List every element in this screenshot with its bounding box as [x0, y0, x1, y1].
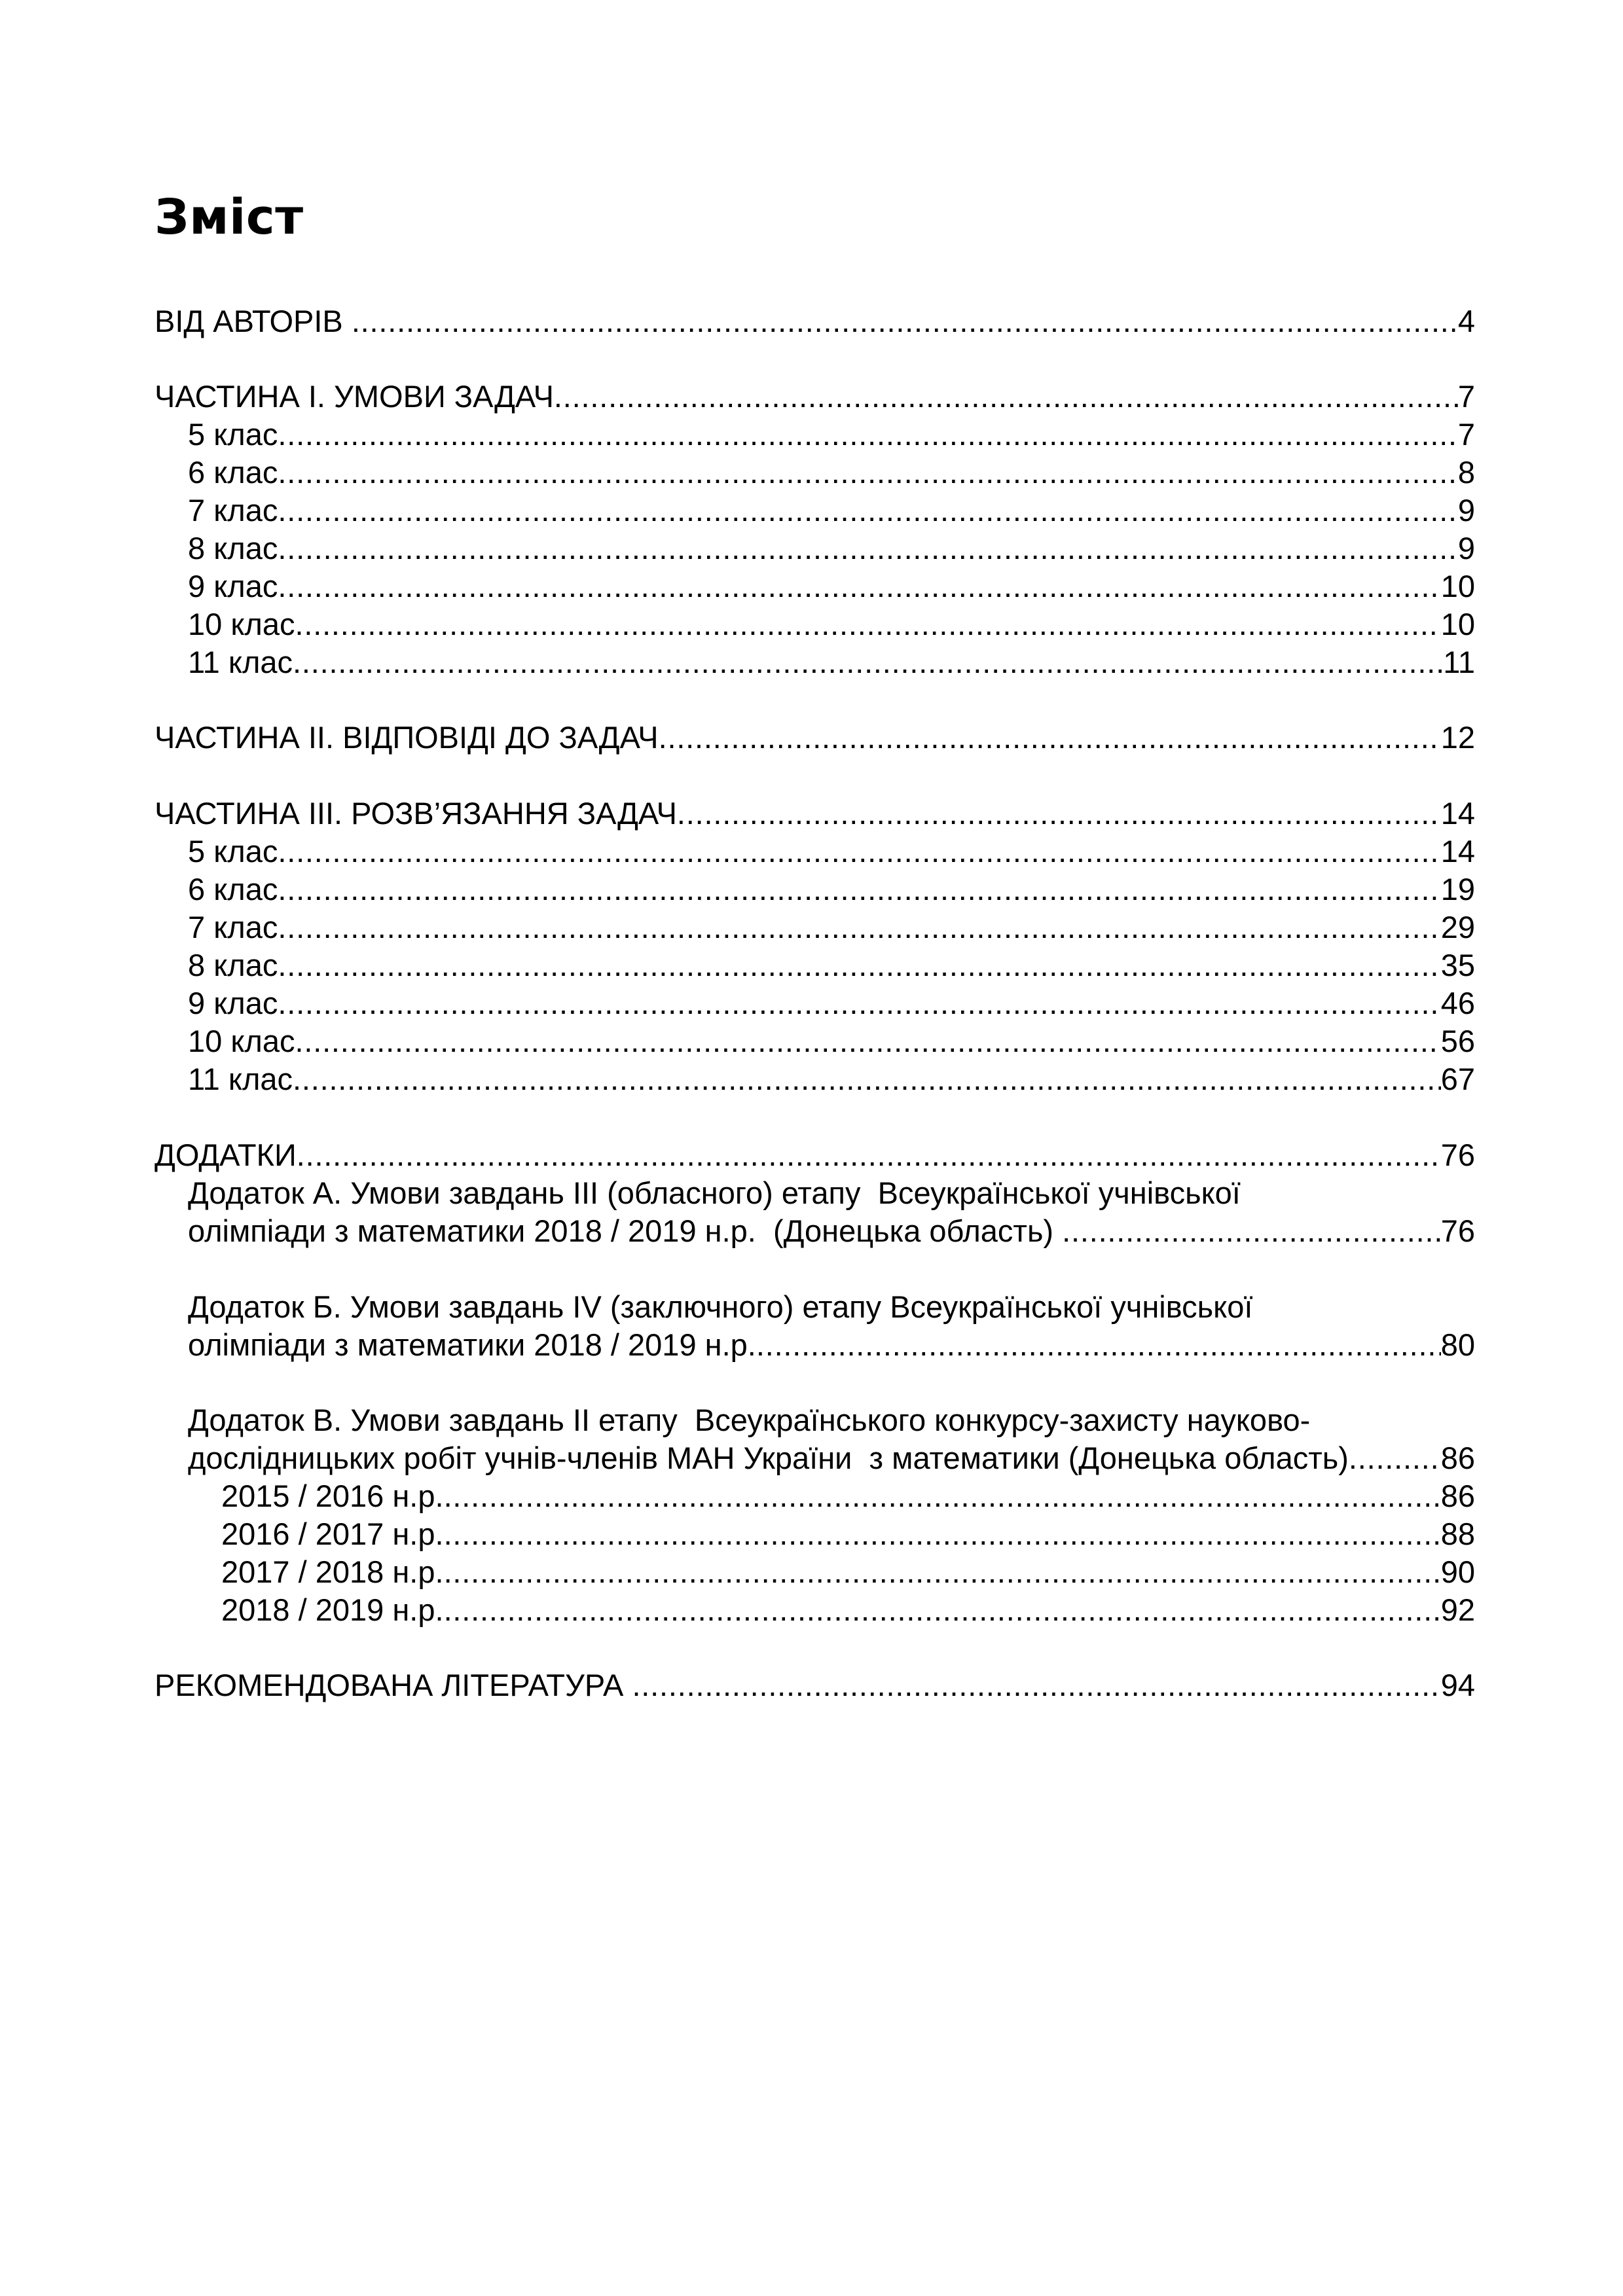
toc-entry-page-number: 90 — [1440, 1554, 1475, 1589]
dot-leader — [632, 1666, 1440, 1704]
toc-entry-page-number: 11 — [1443, 645, 1475, 679]
toc-entry[interactable] — [0, 1060, 1623, 1098]
toc-entry-label: 11 клас — [188, 645, 293, 679]
toc-entry-page-number: 7 — [1457, 417, 1475, 452]
toc-entry-label: 5 клас — [188, 834, 278, 869]
toc-entry-page-number: 80 — [1440, 1327, 1475, 1362]
toc-entry-label: 5 клас — [188, 417, 278, 452]
toc-entry-label: 10 клас — [188, 607, 295, 641]
dot-leader — [278, 946, 1440, 984]
toc-entry[interactable] — [0, 1591, 1623, 1629]
toc-entry-label: ДОДАТКИ — [155, 1138, 297, 1172]
toc-entry[interactable] — [0, 984, 1623, 1022]
dot-leader — [278, 454, 1458, 492]
toc-entry[interactable] — [0, 567, 1623, 605]
dot-leader — [278, 567, 1440, 605]
toc-entry-label: 8 клас — [188, 948, 278, 982]
toc-entry-page-number: 7 — [1457, 379, 1475, 414]
toc-entry-title-line: Додаток А. Умови завдань ІІІ (обласного) етапу Всеукраїнської учнівської — [188, 1175, 1241, 1210]
toc-entry-page-number: 4 — [1457, 304, 1475, 338]
toc-entry-page-number: 12 — [1440, 720, 1475, 755]
toc-entry-label: ЧАСТИНА І. УМОВИ ЗАДАЧ — [155, 379, 554, 414]
toc-entry-page-number: 9 — [1457, 531, 1475, 565]
dot-leader — [278, 416, 1458, 454]
toc-entry[interactable] — [0, 454, 1623, 492]
toc-entry-label: 2016 / 2017 н.р. — [221, 1516, 444, 1551]
toc-entry[interactable] — [0, 1401, 1623, 1475]
toc-entry-label: олімпіади з математики 2018 / 2019 н.р. (Донецька область) — [188, 1213, 1063, 1248]
toc-entry-label: 2017 / 2018 н.р. — [221, 1554, 444, 1589]
toc-entry-label: ЧАСТИНА ІІ. ВІДПОВІДІ ДО ЗАДАЧ — [155, 720, 659, 755]
toc-entry[interactable] — [0, 605, 1623, 643]
toc-entry-page-number: 10 — [1440, 569, 1475, 603]
dot-leader — [278, 529, 1458, 567]
toc-entry-label: 2018 / 2019 н.р. — [221, 1592, 444, 1627]
toc-entry-label: ЧАСТИНА ІІІ. РОЗВ’ЯЗАННЯ ЗАДАЧ — [155, 796, 677, 831]
toc-entry-page-number: 29 — [1440, 910, 1475, 944]
toc-entry[interactable] — [0, 1553, 1623, 1591]
toc-entry-page-number: 14 — [1440, 834, 1475, 869]
toc-entry[interactable] — [0, 870, 1623, 908]
toc-entry[interactable] — [0, 833, 1623, 870]
dot-leader — [659, 719, 1441, 757]
toc-entry-page-number: 14 — [1440, 796, 1475, 831]
dot-leader — [554, 378, 1458, 416]
dot-leader — [278, 833, 1440, 870]
toc-entry-page-number: 56 — [1440, 1024, 1475, 1058]
dot-leader — [444, 1591, 1441, 1629]
dot-leader — [295, 605, 1441, 643]
dot-leader — [295, 1022, 1441, 1060]
toc-entry-page-number: 9 — [1457, 493, 1475, 528]
dot-leader — [278, 984, 1440, 1022]
toc-entry-label: 7 клас — [188, 493, 278, 528]
toc-entry[interactable] — [0, 529, 1623, 567]
toc-entry-page-number: 86 — [1440, 1479, 1475, 1513]
dot-leader — [293, 643, 1443, 681]
toc-entry[interactable] — [0, 378, 1623, 416]
toc-entry[interactable] — [0, 1136, 1623, 1174]
toc-entry[interactable] — [0, 1477, 1623, 1515]
dot-leader — [1062, 1212, 1441, 1250]
toc-entry-page-number: 76 — [1440, 1213, 1475, 1248]
toc-entry-label: РЕКОМЕНДОВАНА ЛІТЕРАТУРА — [155, 1668, 632, 1702]
toc-entry-page-number: 92 — [1440, 1592, 1475, 1627]
toc-entry-page-number: 8 — [1457, 455, 1475, 490]
toc-entry[interactable] — [0, 946, 1623, 984]
toc-entry[interactable] — [0, 1288, 1623, 1362]
toc-entry-page-number: 94 — [1440, 1668, 1475, 1702]
toc-entry-label: 6 клас — [188, 455, 278, 490]
toc-entry-label: 10 клас — [188, 1024, 295, 1058]
dot-leader — [1349, 1439, 1441, 1477]
toc-entry[interactable] — [0, 1515, 1623, 1553]
toc-entry-title-line: Додаток В. Умови завдань ІІ етапу Всеукраїнського конкурсу-захисту науково- — [188, 1403, 1311, 1437]
dot-leader — [278, 492, 1458, 529]
dot-leader — [297, 1136, 1441, 1174]
toc-entry-page-number: 19 — [1440, 872, 1475, 906]
toc-entry-label: 6 клас — [188, 872, 278, 906]
toc-entry-label: 9 клас — [188, 986, 278, 1020]
toc-entry[interactable] — [0, 643, 1623, 681]
toc-entry-page-number: 76 — [1440, 1138, 1475, 1172]
toc-entry-label: дослідницьких робіт учнів-членів МАН України з математики (Донецька область) — [188, 1441, 1349, 1475]
dot-leader — [293, 1060, 1441, 1098]
toc-entry[interactable] — [0, 1666, 1623, 1704]
toc-entry-label: ВІД АВТОРІВ — [155, 304, 352, 338]
toc-entry-page-number: 10 — [1440, 607, 1475, 641]
toc-entry[interactable] — [0, 795, 1623, 833]
toc-entry-label: 9 клас — [188, 569, 278, 603]
dot-leader — [677, 795, 1441, 833]
toc-entry[interactable] — [0, 719, 1623, 757]
toc-entry-title-line: Додаток Б. Умови завдань IV (заключного) етапу Всеукраїнської учнівської — [188, 1289, 1253, 1324]
toc-entry[interactable] — [0, 416, 1623, 454]
toc-entry-page-number: 86 — [1440, 1441, 1475, 1475]
toc-entry-label: 8 клас — [188, 531, 278, 565]
dot-leader — [352, 302, 1458, 340]
toc-entry[interactable] — [0, 492, 1623, 529]
dot-leader — [444, 1553, 1441, 1591]
dot-leader — [278, 908, 1440, 946]
toc-entry-page-number: 46 — [1440, 986, 1475, 1020]
toc-entry[interactable] — [0, 908, 1623, 946]
dot-leader — [756, 1326, 1441, 1364]
dot-leader — [444, 1515, 1441, 1553]
dot-leader — [278, 870, 1440, 908]
toc-entry-page-number: 35 — [1440, 948, 1475, 982]
dot-leader — [444, 1477, 1441, 1515]
toc-entry-page-number: 88 — [1440, 1516, 1475, 1551]
toc-entry-label: 11 клас — [188, 1062, 293, 1096]
toc-entry-label: 7 клас — [188, 910, 278, 944]
toc-entry[interactable] — [0, 1174, 1623, 1248]
toc-entry-page-number: 67 — [1440, 1062, 1475, 1096]
page-title: Зміст — [155, 189, 304, 245]
toc-entry[interactable] — [0, 302, 1623, 340]
toc-entry[interactable] — [0, 1022, 1623, 1060]
toc-entry-label: 2015 / 2016 н.р. — [221, 1479, 444, 1513]
toc-entry-label: олімпіади з математики 2018 / 2019 н.р. — [188, 1327, 756, 1362]
